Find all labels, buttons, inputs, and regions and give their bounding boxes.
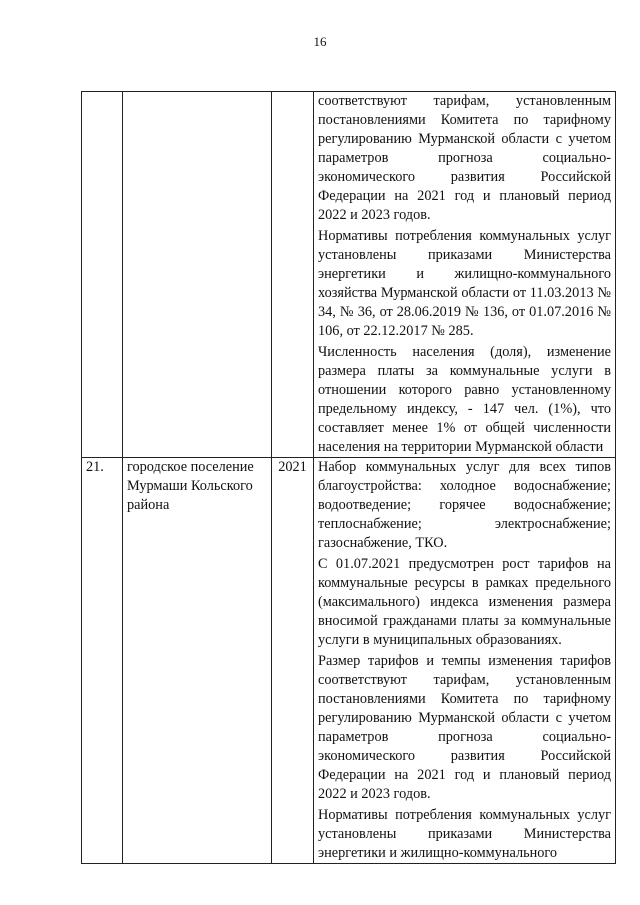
description-paragraph: Нормативы потребления коммунальных услуг установлены приказами Министерства энергетики и жилищно-коммунального хозяйства Мурманской области от 11.03.2013 № 34, № 36, от 28.06.2019 № 136, от 01.07.2016 № 106, от 22.12.2017 № 285.: [318, 228, 611, 339]
year-cell: [272, 92, 314, 458]
year-cell: 2021: [272, 458, 314, 864]
table-row: [82, 458, 616, 864]
description-cell: [314, 458, 616, 864]
description-paragraph: соответствуют тарифам, установленным постановлениями Комитета по тарифному регулированию Мурманской области с учетом параметров прогноза социально-экономического развития Российской Федерации на 2021 год и плановый период 2022 и 2023 годов.: [318, 93, 611, 223]
description-paragraph: Нормативы потребления коммунальных услуг установлены приказами Министерства энергетики и жилищно-коммунального: [318, 807, 611, 861]
municipality-cell: городское поселение Мурмаши Кольского района: [123, 458, 272, 864]
description-paragraph: Набор коммунальных услуг для всех типов благоустройства: холодное водоснабжение; водоотведение; горячее водоснабжение; теплоснабжение; электроснабжение; газоснабжение, ТКО.: [318, 459, 611, 551]
description-paragraph: Численность населения (доля), изменение размера платы за коммунальные услуги в отношении которого равно установленному предельному индексу, - 147 чел. (1%), что составляет менее 1% от общей численности населения на территории Мурманской области: [318, 344, 611, 455]
row-number-cell: 21.: [82, 458, 123, 864]
tariff-table: [81, 91, 616, 864]
table-row: [82, 92, 616, 458]
description-cell: [314, 92, 616, 458]
row-number-cell: [82, 92, 123, 458]
description-paragraph: С 01.07.2021 предусмотрен рост тарифов на коммунальные ресурсы в рамках предельного (максимального) индекса изменения размера вносимой гражданами платы за коммунальные услуги в муниципальных образованиях.: [318, 556, 611, 648]
municipality-cell: [123, 92, 272, 458]
page-number: 16: [313, 34, 327, 49]
description-paragraph: Размер тарифов и темпы изменения тарифов соответствуют тарифам, установленным постановлениями Комитета по тарифному регулированию Мурманской области с учетом параметров прогноза социально-экономического развития Российской Федерации на 2021 год и плановый период 2022 и 2023 годов.: [318, 653, 611, 802]
